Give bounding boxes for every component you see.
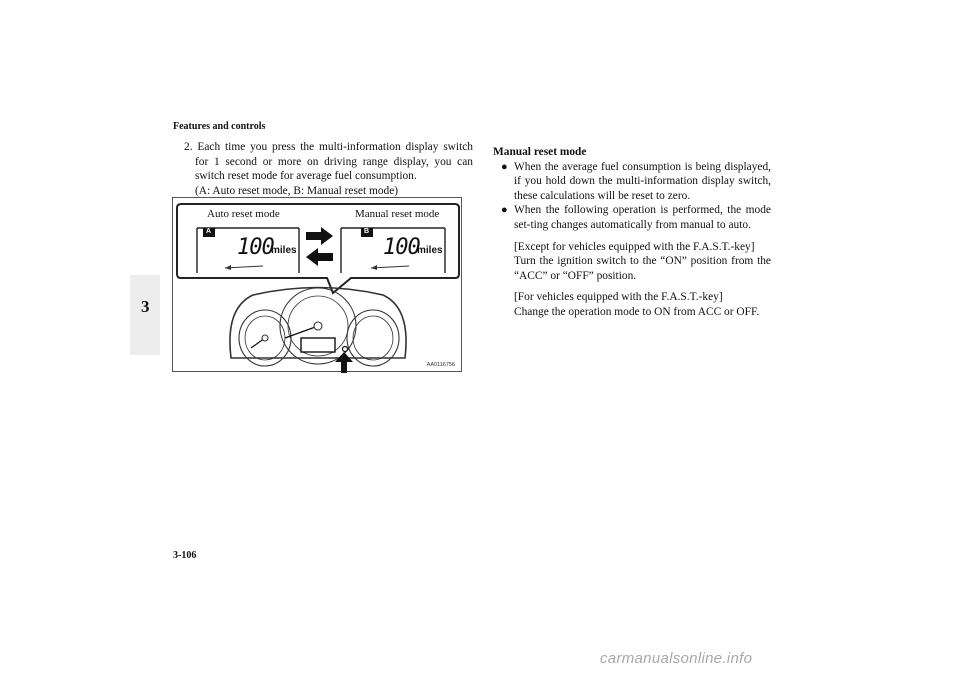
figure-code: AA0116756 [426,362,455,368]
unit-b: miles [417,245,443,256]
reset-mode-illustration [172,197,462,372]
unit-a: miles [271,245,297,256]
chapter-number: 3 [141,297,150,316]
reading-a: 100 [237,235,274,260]
bullet-1 [493,160,771,204]
step-2 [184,140,473,198]
except-text: Turn the ignition switch to the “ON” position from the “ACC” or “OFF” position. [514,255,771,282]
badge-a: A [206,228,212,235]
footer-watermark[interactable]: carmanualsonline.info [600,650,753,667]
for-heading: [For vehicles equipped with the F.A.S.T.-key] [514,291,723,304]
step-text: Each time you press the multi-information display switch for 1 second or more on driving range display, you can switch reset mode for average fuel consumption. [195,141,473,183]
step-number: 2. [184,141,193,153]
page-number: 3-106 [173,550,197,561]
for-text: Change the operation mode to ON from ACC or OFF. [514,305,760,318]
for-block [493,290,771,319]
arrow-up-icon [335,352,353,373]
except-block [493,240,771,284]
instrument-cluster [230,288,406,367]
display-switch [343,347,348,352]
manual-reset-section [493,145,771,320]
bullet-2-text: When the following operation is performed, the mode set-ting changes automatically from manual to auto. [514,204,771,231]
multi-info-display [301,338,335,352]
bullet-2 [493,203,771,232]
auto-reset-label: Auto reset mode [207,208,280,220]
bullet-dot-icon: ● [501,204,508,217]
badge-b: B [364,228,370,235]
manual-reset-label: Manual reset mode [355,208,440,220]
section-title: Manual reset mode [493,146,587,158]
except-heading: [Except for vehicles equipped with the F.A.S.T.-key] [514,240,755,253]
bullet-1-text: When the average fuel consumption is being displayed, if you hold down the multi-information display switch, these calculations will be reset to zero. [514,160,771,202]
illustration-drawing [173,198,463,373]
step-note: (A: Auto reset mode, B: Manual reset mode) [195,184,399,197]
section-header: Features and controls [173,121,266,132]
reading-b: 100 [383,235,420,260]
bullet-dot-icon: ● [501,160,508,173]
